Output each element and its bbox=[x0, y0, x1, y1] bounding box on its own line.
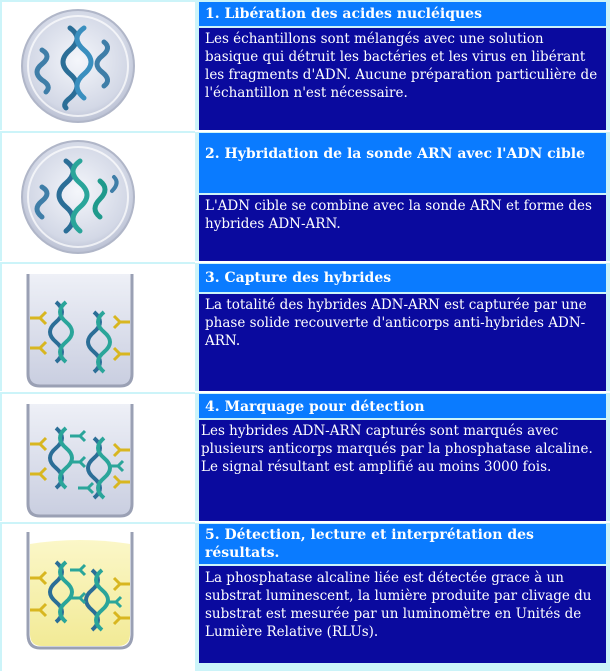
step-3-title: 3. Capture des hybrides bbox=[199, 264, 606, 292]
step-5-text-cell bbox=[197, 522, 608, 671]
step-5-title: 5. Détection, lecture et interprétation des résultats. bbox=[199, 524, 606, 564]
step-1-image-cell bbox=[0, 0, 195, 131]
step-2-description: L'ADN cible se combine avec la sonde ARN et forme des hybrides ADN-ARN. bbox=[199, 195, 606, 262]
step-4-description: Les hybrides ADN-ARN capturés sont marqués avec plusieurs anticorps marqués par la phosphatase alcaline. Le signal résultant est amplifié au moins 3000 fois. bbox=[199, 420, 606, 522]
step-1-title: 1. Libération des acides nucléiques bbox=[199, 2, 606, 26]
dna-rna-hybridization-icon bbox=[0, 131, 195, 262]
step-5-image-cell bbox=[0, 522, 195, 671]
luminescence-detection-icon bbox=[0, 522, 195, 671]
step-row-5 bbox=[0, 522, 610, 671]
step-2-text-cell bbox=[197, 131, 608, 262]
step-2-title: 2. Hybridation de la sonde ARN avec l'ADN cible bbox=[199, 133, 606, 193]
step-4-image-cell bbox=[0, 392, 195, 522]
step-1-description: Les échantillons sont mélangés avec une solution basique qui détruit les bactéries et les virus en libérant les fragments d'ADN. Aucune préparation particulière de l'échantillon n'est nécessaire. bbox=[199, 28, 606, 131]
step-5-description: La phosphatase alcaline liée est détectée grace à un substrat luminescent, la lumière produite par clivage du substrat est mesurée par un luminomètre en Unités de Lumière Relative (RLUs). bbox=[199, 566, 606, 663]
step-row-2 bbox=[0, 131, 610, 262]
step-4-title: 4. Marquage pour détection bbox=[199, 394, 606, 418]
antibody-labeling-icon bbox=[0, 392, 195, 522]
step-row-3 bbox=[0, 262, 610, 392]
step-3-image-cell bbox=[0, 262, 195, 392]
step-4-text-cell bbox=[197, 392, 608, 522]
hybrid-capture-icon bbox=[0, 262, 195, 392]
step-row-4 bbox=[0, 392, 610, 522]
step-3-text-cell bbox=[197, 262, 608, 392]
step-3-description: La totalité des hybrides ADN-ARN est capturée par une phase solide recouverte d'anticorps anti-hybrides ADN-ARN. bbox=[199, 294, 606, 392]
step-1-text-cell bbox=[197, 0, 608, 131]
step-row-1 bbox=[0, 0, 610, 131]
dna-release-icon bbox=[0, 0, 195, 131]
step-2-image-cell bbox=[0, 131, 195, 262]
